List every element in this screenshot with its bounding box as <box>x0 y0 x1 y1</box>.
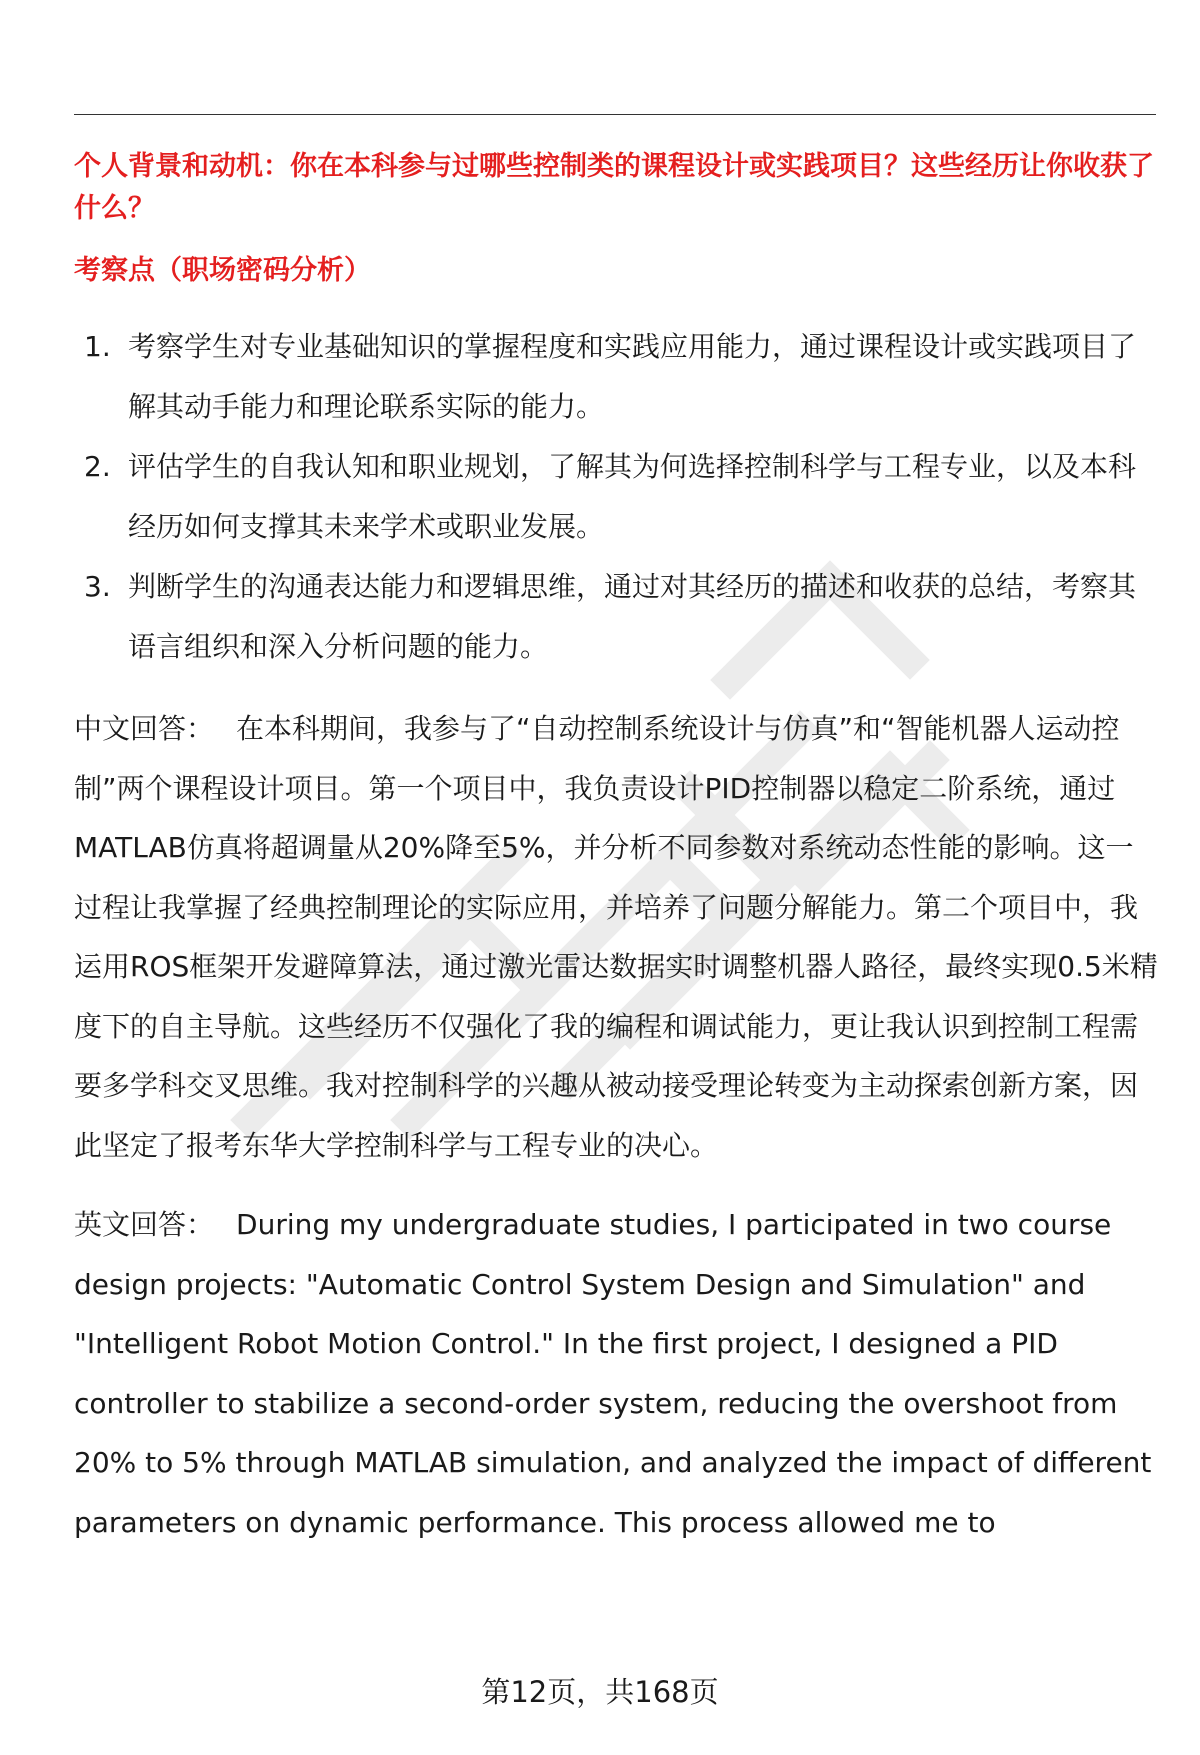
analysis-point <box>74 437 1160 557</box>
point-text: 考察学生对专业基础知识的掌握程度和实践应用能力，通过课程设计或实践项目了解其动手能力和理论联系实际的能力。 <box>128 330 1137 423</box>
analysis-heading: 考察点（职场密码分析） <box>74 255 371 286</box>
header-divider <box>74 114 1156 115</box>
analysis-point <box>74 557 1160 677</box>
point-text: 评估学生的自我认知和职业规划，了解其为何选择控制科学与工程专业，以及本科经历如何支撑其未来学术或职业发展。 <box>128 450 1137 543</box>
point-number: 1. <box>84 330 111 363</box>
english-answer-text: During my undergraduate studies, I participated in two course design projects: "Automatic Control System Design and Simulation" and "Intelligent Robot Motion Control." In the first project, I designed a PID controller to stabilize a second-order system, reducing the overshoot from 20% to 5% through MATLAB simulation, and analyzed the impact of different parameters on dynamic performance. This process allowed me to <box>74 1208 1152 1539</box>
page-footer: 第12页，共168页 <box>481 1675 719 1709</box>
english-answer <box>74 1195 1160 1552</box>
analysis-points-list <box>74 317 1160 677</box>
chinese-answer-text: 在本科期间，我参与了“自动控制系统设计与仿真”和“智能机器人运动控制”两个课程设计项目。第一个项目中，我负责设计PID控制器以稳定二阶系统，通过MATLAB仿真将超调量从20%降至5%，并分析不同参数对系统动态性能的影响。这一过程让我掌握了经典控制理论的实际应用，并培养了问题分解能力。第二个项目中，我运用ROS框架开发避障算法，通过激光雷达数据实时调整机器人路径，最终实现0.5米精度下的自主导航。这些经历不仅强化了我的编程和调试能力，更让我认识到控制工程需要多学科交叉思维。我对控制科学的兴趣从被动接受理论转变为主动探索创新方案，因此坚定了报考东华大学控制科学与工程专业的决心。 <box>74 712 1158 1162</box>
point-number: 2. <box>84 450 111 483</box>
page-content <box>74 146 1160 1552</box>
chinese-answer-label: 中文回答： <box>74 712 215 745</box>
chinese-answer <box>74 699 1160 1175</box>
point-number: 3. <box>84 570 111 603</box>
point-text: 判断学生的沟通表达能力和逻辑思维，通过对其经历的描述和收获的总结，考察其语言组织和深入分析问题的能力。 <box>128 570 1137 663</box>
analysis-point <box>74 317 1160 437</box>
english-answer-label: 英文回答： <box>74 1208 215 1241</box>
question-heading: 个人背景和动机：你在本科参与过哪些控制类的课程设计或实践项目？这些经历让你收获了什么？ <box>74 151 1154 224</box>
